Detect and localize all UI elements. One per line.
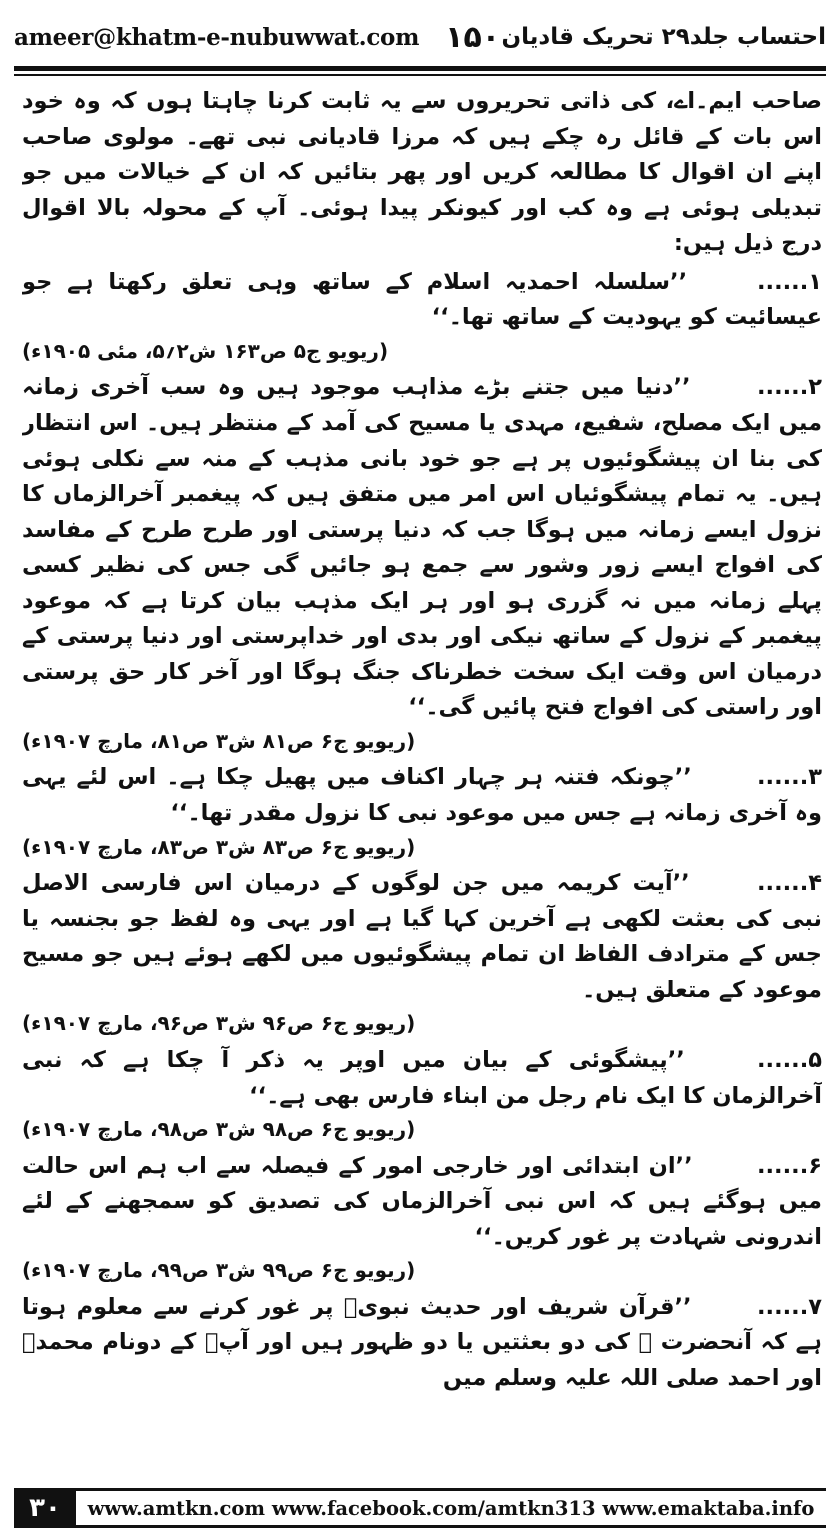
item-reference: (ریویو ج۵ ص۱۶۳ ش۲؍۵، مئی ۱۹۰۵ء) [22,338,389,363]
item-reference: (ریویو ج۶ ص۹۸ ش۳ ص۹۸، مارچ ۱۹۰۷ء) [22,1117,416,1142]
item-text: ’’چونکہ فتنہ ہر چہار اکناف میں پھیل چکا ہے۔ اس لئے یہی وہ آخری زمانہ ہے جس میں موعود نبی کا نزول مقدر تھا۔‘‘ [22,764,822,827]
quote-item-6 [22,1149,822,1287]
item-number: ۶...... [756,1152,822,1179]
quote-item-5 [22,1043,822,1146]
item-text: ’’قرآن شریف اور حدیث نبویؐ پر غور کرنے سے معلوم ہوتا ہے کہ آنحضرت ﷺ کی دو بعثتیں یا دو ظہور ہیں اور آپؐ کے دونام محمدؐ اور احمد صلی اللہ علیہ وسلم میں [22,1293,822,1391]
item-reference: (ریویو ج۶ ص۹۹ ش۳ ص۹۹، مارچ ۱۹۰۷ء) [22,1258,416,1283]
page-body [22,84,822,1484]
page-number: ۱۵۰ [445,19,501,55]
page-header [14,10,826,64]
item-text: ’’دنیا میں جتنے بڑے مذاہب موجود ہیں وہ سب آخری زمانہ میں ایک مصلح، شفیع، مہدی یا مسیح کی آمد کے منتظر ہیں۔ اس انتظار کی بنا ان پیشگوئیوں پر ہے جو خود بانی مذہب کے منہ سے نکلی ہوئی ہیں۔ یہ تمام پیشگوئیاں اس امر میں متفق ہیں کہ پیغمبر آخرالزماں کا نزول ایسے زمانہ میں ہوگا جب کہ دنیا پرستی اور طرح طرح کے مفاسد کی افواج ایسے زور وشور سے جمع ہو جائیں گی جس کی نظیر کسی پہلے زمانہ میں نہ گزری ہو اور ہر ایک مذہب بیان کرتا ہے کہ موعود پیغمبر کے نزول کے ساتھ نیکی اور بدی اور خداپرستی اور دنیا پرستی کے درمیان اس وقت ایک سخت خطرناک جنگ ہوگا اور آخر کار حق پرستی اور راستی کی افواج فتح پائیں گی۔‘‘ [22,374,822,721]
item-number: ۳...... [756,764,822,791]
item-reference: (ریویو ج۶ ص۸۱ ش۳ ص۸۱، مارچ ۱۹۰۷ء) [22,728,416,753]
item-number: ۵...... [756,1046,822,1073]
item-text: ’’ان ابتدائی اور خارجی امور کے فیصلہ سے اب ہم اس حالت میں ہوگئے ہیں کہ اس نبی آخرالزماں کی تصدیق کو سمجھنے کے لئے اندرونی شہادت پر غور کریں۔‘‘ [22,1152,822,1250]
item-reference: (ریویو ج۶ ص۹۶ ش۳ ص۹۶، مارچ ۱۹۰۷ء) [22,1011,416,1036]
item-number: ۲...... [756,374,822,401]
intro-paragraph: صاحب ایم۔اے، کی ذاتی تحریروں سے یہ ثابت کرنا چاہتا ہوں کہ وہ خود اس بات کے قائل رہ چکے ہیں کہ مرزا قادیانی نبی تھے۔ مولوی صاحب اپنے ان اقوال کا مطالعہ کریں اور پھر بتائیں کہ ان کے خیالات میں جو تبدیلی ہوئی ہے وہ کب اور کیونکر پیدا ہوئی۔ آپ کے محولہ بالا اقوال درج ذیل ہیں: [22,88,822,257]
quote-item-2 [22,370,822,757]
quote-item-1 [22,265,822,368]
footer-links[interactable]: www.amtkn.com www.facebook.com/amtkn313 www.emaktaba.info [76,1488,826,1528]
item-text: ’’آیت کریمہ میں جن لوگوں کے درمیان اس فارسی الاصل نبی کی بعثت لکھی ہے آخرین کہا گیا ہے اور یہی وہ لفظ جو بجنسہ یا جس کے مترادف الفاظ ان تمام پیشگوئیوں میں لکھے ہوئے ہیں جو مسیح موعود کے متعلق ہیں۔ [22,870,822,1003]
item-text: ’’سلسلہ احمدیہ اسلام کے ساتھ وہی تعلق رکھتا ہے جو عیسائیت کو یہودیت کے ساتھ تھا۔‘‘ [22,268,822,331]
footer-page-label: ۳۰ [14,1488,76,1528]
item-number: ۴...... [756,870,822,897]
item-reference: (ریویو ج۶ ص۸۳ ش۳ ص۸۳، مارچ ۱۹۰۷ء) [22,834,416,859]
item-number: ۱...... [756,268,822,295]
quote-item-3 [22,760,822,863]
page-footer [14,1488,826,1528]
book-title: احتساب جلد۲۹ تحریک قادیان [501,24,826,50]
header-rule-thin [14,74,826,76]
item-number: ۷...... [756,1293,822,1320]
header-email[interactable]: ameer@khatm-e-nubuwwat.com [14,23,420,51]
quote-item-7 [22,1290,822,1397]
header-rule-thick [14,66,826,71]
item-text: ’’پیشگوئی کے بیان میں اوپر یہ ذکر آ چکا ہے کہ نبی آخرالزمان کا ایک نام رجل من ابناء فارس بھی ہے۔‘‘ [22,1046,822,1109]
header-left [14,20,500,55]
quote-item-4 [22,866,822,1040]
